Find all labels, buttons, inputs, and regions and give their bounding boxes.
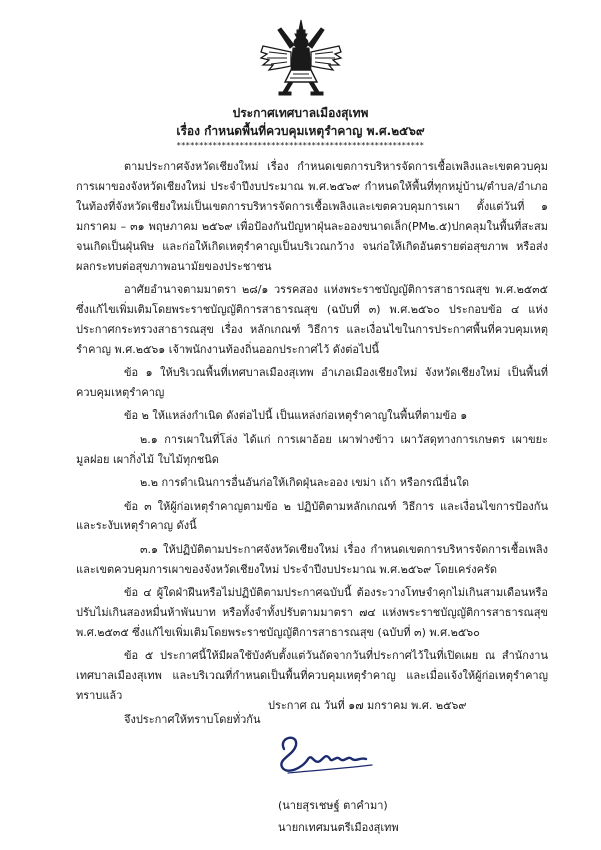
clause-3: ข้อ ๓ ให้ผู้ก่อเหตุรำคาญตามข้อ ๒ ปฏิบัติตามหลักเกณฑ์ วิธีการ และเงื่อนไขการป้องกันและระงับเหตุรำคาญ ดังนี้	[76, 499, 548, 533]
closing-statement: จึงประกาศให้ทราบโดยทั่วกัน	[124, 712, 261, 726]
document-subject: เรื่อง กำหนดพื้นที่ควบคุมเหตุรำคาญ พ.ศ.๒๕๖๙	[176, 124, 425, 138]
clause-2-2: ๒.๒ การดำเนินการอื่นอันก่อให้เกิดฝุ่นละออง เขม่า เถ้า หรือกรณีอื่นใด	[140, 476, 469, 490]
document-title: ประกาศเทศบาลเมืองสุเทพ	[232, 106, 369, 120]
clause-2: ข้อ ๒ ให้แหล่งกำเนิด ดังต่อไปนี้ เป็นแหล่งก่อเหตุรำคาญในพื้นที่ตามข้อ ๑	[124, 409, 468, 423]
clause-5: ข้อ ๕ ประกาศนี้ให้มีผลใช้บังคับตั้งแต่วันถัดจากวันที่ประกาศไว้ในที่เปิดเผย ณ สำนักงานเทศบาลเมืองสุเทพ และบริเวณที่กำหนดเป็นพื้นที่ควบคุมเหตุรำคาญ และเมื่อแจ้งให้ผู้ก่อเหตุรำคาญทราบแล้ว	[76, 649, 548, 703]
signature-icon	[268, 729, 388, 779]
clause-4: ข้อ ๔ ผู้ใดฝ่าฝืนหรือไม่ปฏิบัติตามประกาศฉบับนี้ ต้องระวางโทษจำคุกไม่เกินสามเดือนหรือปรับไม่เกินสองหมื่นห้าพันบาท หรือทั้งจำทั้งปรับตามมาตรา ๗๔ แห่งพระราชบัญญัติการสาธารณสุข พ.ศ.๒๕๓๕ ซึ่งแก้ไขเพิ่มเติมโดยพระราชบัญญัติการสาธารณสุข (ฉบับที่ ๓) พ.ศ.๒๕๖๐	[76, 586, 548, 639]
document-body	[76, 157, 548, 733]
announcement-date: ประกาศ ณ วันที่ ๑๗ มกราคม พ.ศ. ๒๕๖๙	[268, 699, 467, 712]
garuda-emblem-icon	[257, 18, 345, 96]
title-separator: *******************************************************	[176, 141, 425, 150]
clause-3-1: ๓.๑ ให้ปฏิบัติตามประกาศจังหวัดเชียงใหม่ เรื่อง กำหนดเขตการบริหารจัดการเชื้อเพลิงและเขตควบคุมการเผาของจังหวัดเชียงใหม่ ประจำปีงบประมาณ พ.ศ.๒๕๖๙ โดยเคร่งครัด	[76, 542, 548, 576]
paragraph-intro: ตามประกาศจังหวัดเชียงใหม่ เรื่อง กำหนดเขตการบริหารจัดการเชื้อเพลิงและเขตควบคุมการเผาของจังหวัดเชียงใหม่ ประจำปีงบประมาณ พ.ศ.๒๕๖๙ กำหนดให้พื้นที่ทุกหมู่บ้าน/ตำบล/อำเภอ ในท้องที่จังหวัดเชียงใหม่เป็นเขตการบริหารจัดการเชื้อเพลิงและเขตควบคุมการเผา ตั้งแต่วันที่ ๑ มกราคม – ๓๑ พฤษภาคม ๒๕๖๙ เพื่อป้องกันปัญหาฝุ่นละอองขนาดเล็ก(PM๒.๕)ปกคลุมในพื้นที่สะสมจนเกิดเป็นฝุ่นพิษ และก่อให้เกิดเหตุรำคาญเป็นบริเวณกว้าง จนก่อให้เกิดอันตรายต่อสุขภาพ หรือส่งผลกระทบต่อสุขภาพอนามัยของประชาชน	[76, 160, 548, 273]
signer-title: นายกเทศมนตรีเมืองสุเทพ	[278, 821, 399, 834]
clause-2-1: ๒.๑ การเผาในที่โล่ง ได้แก่ การเผาอ้อย เผาฟางข้าว เผาวัสดุทางการเกษตร เผาขยะมูลฝอย เผากิ่งไม้ ใบไม้ทุกชนิด	[76, 432, 548, 466]
signer-name: (นายสุรเชษฐ์ ตาคำมา)	[278, 799, 388, 812]
paragraph-authority: อาศัยอำนาจตามมาตรา ๒๘/๑ วรรคสอง แห่งพระราชบัญญัติการสาธารณสุข พ.ศ.๒๕๓๕ ซึ่งแก้ไขเพิ่มเติมโดยพระราชบัญญัติการสาธารณสุข (ฉบับที่ ๓) พ.ศ.๒๕๖๐ ประกอบข้อ ๔ แห่งประกาศกระทรวงสาธารณสุข เรื่อง หลักเกณฑ์ วิธีการ และเงื่อนไขในการประกาศพื้นที่ควบคุมเหตุรำคาญ พ.ศ.๒๕๖๑ เจ้าพนักงานท้องถิ่นออกประกาศไว้ ดังต่อไปนี้	[76, 282, 548, 356]
clause-1: ข้อ ๑ ให้บริเวณพื้นที่เทศบาลเมืองสุเทพ อำเภอเมืองเชียงใหม่ จังหวัดเชียงใหม่ เป็นพื้นที่ควบคุมเหตุรำคาญ	[76, 366, 548, 399]
